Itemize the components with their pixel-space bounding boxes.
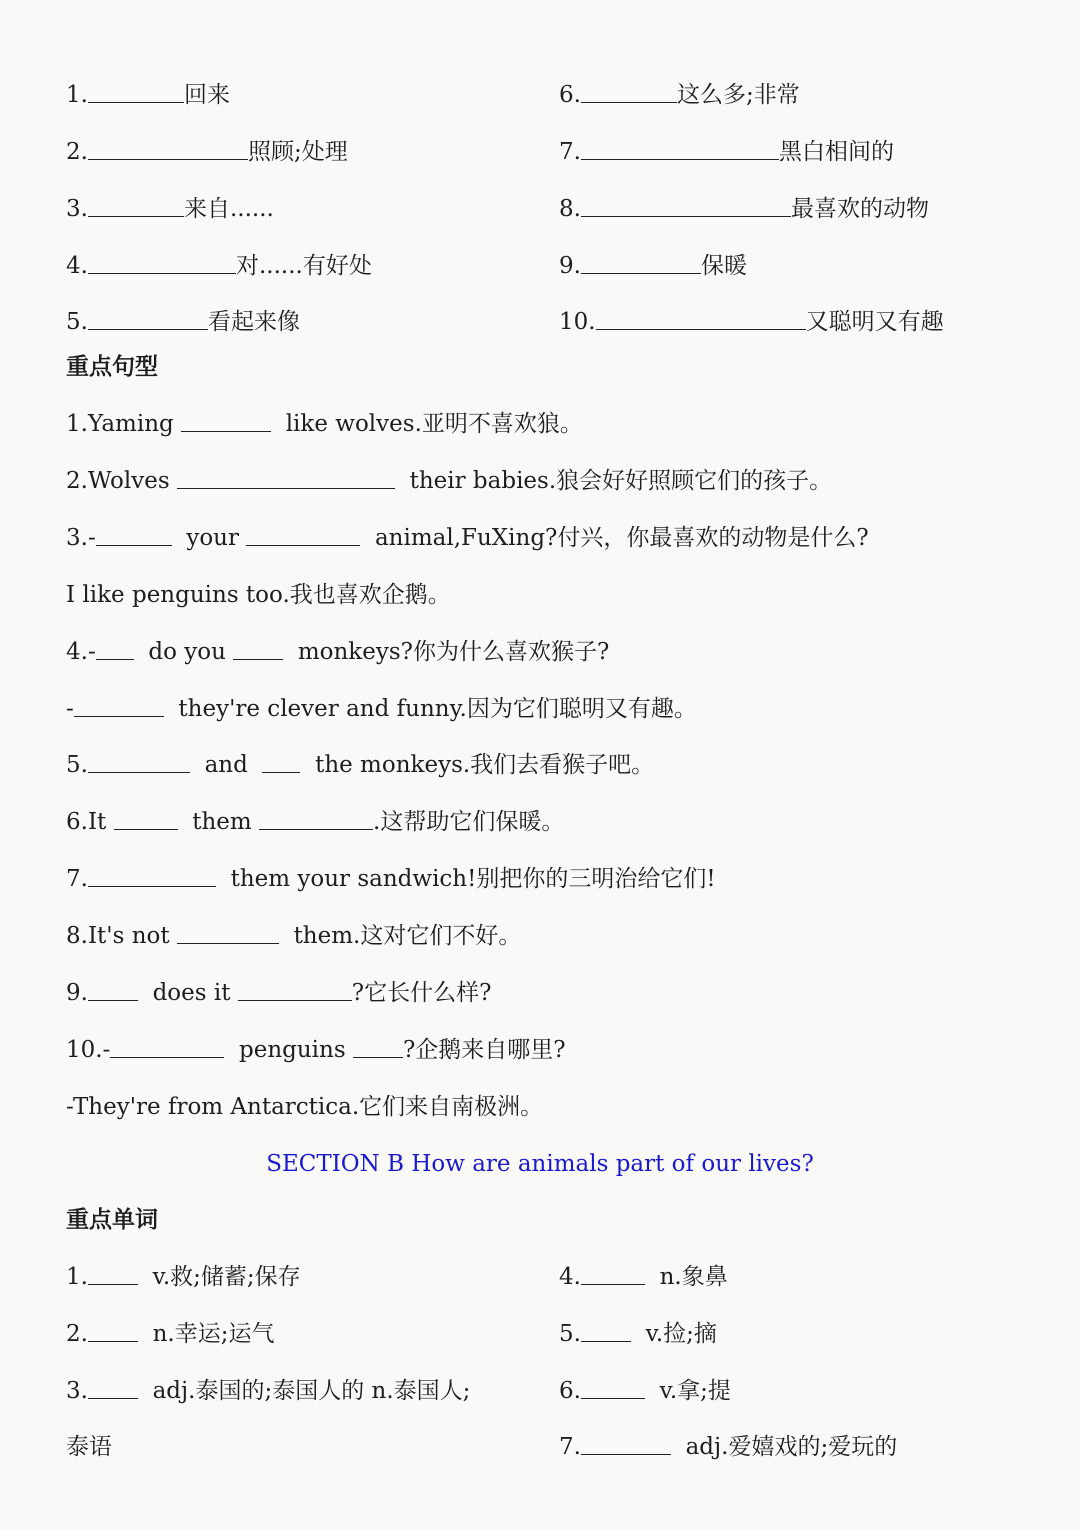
answer-blank[interactable] [246,519,360,546]
item-meaning: 对......有好处 [235,253,372,279]
answer-blank[interactable] [88,303,208,330]
answer-blank[interactable] [88,1315,138,1342]
sentences-heading: 重点句型 [66,354,158,380]
item-meaning: 这么多;非常 [676,82,800,108]
item-number: 1. [66,1264,88,1290]
answer-blank[interactable] [88,76,184,103]
sentence-item: I like penguins too.我也喜欢企鹅。 [66,582,451,608]
answer-blank[interactable] [233,633,283,660]
sentence-text: monkeys?你为什么喜欢猴子? [297,639,610,665]
sentence-text: 5. [66,752,88,778]
answer-blank[interactable] [581,133,779,160]
sentence-item [66,1030,566,1070]
answer-blank[interactable] [96,633,134,660]
item-meaning: v.拿;提 [659,1378,731,1404]
item-number: 5. [559,1321,581,1347]
item-number: 5. [66,309,88,335]
item-number: 7. [559,1434,581,1460]
section-b-title: SECTION B How are animals part of our lives? [266,1151,814,1177]
sentence-item [66,689,697,729]
sentence-text: 1.Yaming [66,411,174,437]
answer-blank[interactable] [262,746,300,773]
item-number: 2. [66,1321,88,1347]
item-number: 1. [66,82,88,108]
sentence-text: the monkeys.我们去看猴子吧。 [315,752,655,778]
sentence-text: 2.Wolves [66,468,170,494]
answer-blank[interactable] [88,860,216,887]
word-item [559,1257,728,1297]
sentence-item [66,461,832,501]
sentence-text: animal,FuXing?付兴，你最喜欢的动物是什么? [374,525,869,551]
vocab-item [559,246,747,286]
item-number: 6. [559,1378,581,1404]
sentence-item [66,802,564,842]
sentence-text: 10.- [66,1037,111,1063]
vocab-item [66,75,230,115]
sentence-item [66,632,609,672]
answer-blank[interactable] [88,1258,138,1285]
sentence-item [66,973,491,1013]
answer-blank[interactable] [88,247,236,274]
item-number: 10. [559,309,596,335]
answer-blank[interactable] [88,746,190,773]
item-number: 7. [559,139,581,165]
sentence-text: 7. [66,866,88,892]
answer-blank[interactable] [177,462,395,489]
item-number: 8. [559,196,581,222]
sentence-text: .这帮助它们保暖。 [373,809,565,835]
words-heading: 重点单词 [66,1207,158,1233]
word-item [66,1314,274,1354]
vocab-item [66,189,274,229]
vocab-item [559,75,800,115]
sentence-text: ?它长什么样? [351,980,492,1006]
sentence-text: ?企鹅来自哪里? [402,1037,566,1063]
answer-blank[interactable] [581,190,791,217]
answer-blank[interactable] [114,803,178,830]
word-item [559,1371,731,1411]
sentence-item [66,518,869,558]
item-meaning: 又聪明又有趣 [805,309,944,335]
sentence-text: and [204,752,248,778]
item-number: 6. [559,82,581,108]
item-meaning: 照顾;处理 [247,139,348,165]
answer-blank[interactable] [353,1031,403,1058]
answer-blank[interactable] [581,1315,631,1342]
item-meaning: n.象鼻 [659,1264,728,1290]
sentence-item [66,916,521,956]
item-meaning: adj.泰国的;泰国人的 n.泰国人; [152,1378,471,1404]
vocab-item [559,132,894,172]
vocab-item [66,246,372,286]
item-number: 9. [559,253,581,279]
item-number: 2. [66,139,88,165]
word-item [559,1314,717,1354]
answer-blank[interactable] [96,519,172,546]
answer-blank[interactable] [581,1258,645,1285]
word-item [559,1427,897,1467]
answer-blank[interactable] [88,133,248,160]
word-item [66,1371,470,1411]
item-meaning: v.捡;摘 [645,1321,717,1347]
answer-blank[interactable] [88,1372,138,1399]
answer-blank[interactable] [238,974,352,1001]
sentence-text: 6.It [66,809,107,835]
answer-blank[interactable] [581,247,701,274]
sentence-text: 4.- [66,639,96,665]
sentence-text: 3.- [66,525,96,551]
answer-blank[interactable] [581,1428,671,1455]
answer-blank[interactable] [581,1372,645,1399]
answer-blank[interactable] [88,190,184,217]
vocab-item [559,189,929,229]
answer-blank[interactable] [177,917,279,944]
item-number: 3. [66,1378,88,1404]
answer-blank[interactable] [110,1031,224,1058]
item-meaning: 黑白相间的 [778,139,894,165]
answer-blank[interactable] [74,690,164,717]
answer-blank[interactable] [596,303,806,330]
item-number: 4. [559,1264,581,1290]
sentence-item [66,859,716,899]
sentence-text: does it [152,980,231,1006]
item-meaning: n.幸运;运气 [152,1321,275,1347]
sentence-text: - [66,696,74,722]
sentence-item: -They're from Antarctica.它们来自南极洲。 [66,1094,544,1120]
sentence-text: their babies.狼会好好照顾它们的孩子。 [409,468,833,494]
item-meaning: v.救;储蓄;保存 [152,1264,301,1290]
sentence-text: do you [148,639,226,665]
word-item [66,1257,301,1297]
vocab-item [559,302,944,342]
sentence-text: they're clever and funny.因为它们聪明又有趣。 [178,696,697,722]
sentence-text: 9. [66,980,88,1006]
answer-blank[interactable] [181,405,271,432]
item-number: 4. [66,253,88,279]
sentence-text: them your sandwich!别把你的三明治给它们! [230,866,716,892]
sentence-item [66,404,583,444]
vocab-item [66,302,300,342]
sentence-text: like wolves.亚明不喜欢狼。 [285,411,583,437]
sentence-item [66,745,654,785]
sentence-text: your [186,525,239,551]
answer-blank[interactable] [259,803,373,830]
item-number: 3. [66,196,88,222]
answer-blank[interactable] [88,974,138,1001]
sentence-text: 8.It's not [66,923,170,949]
word-item-continued: 泰语 [66,1434,112,1460]
item-meaning: 最喜欢的动物 [790,196,929,222]
item-meaning: 保暖 [700,253,747,279]
vocab-item [66,132,348,172]
item-meaning: 看起来像 [207,309,300,335]
answer-blank[interactable] [581,76,677,103]
item-meaning: 回来 [183,82,230,108]
sentence-text: them [192,809,252,835]
item-meaning: adj.爱嬉戏的;爱玩的 [685,1434,898,1460]
item-meaning: 来自...... [183,196,274,222]
sentence-text: penguins [238,1037,346,1063]
sentence-text: them.这对它们不好。 [293,923,522,949]
